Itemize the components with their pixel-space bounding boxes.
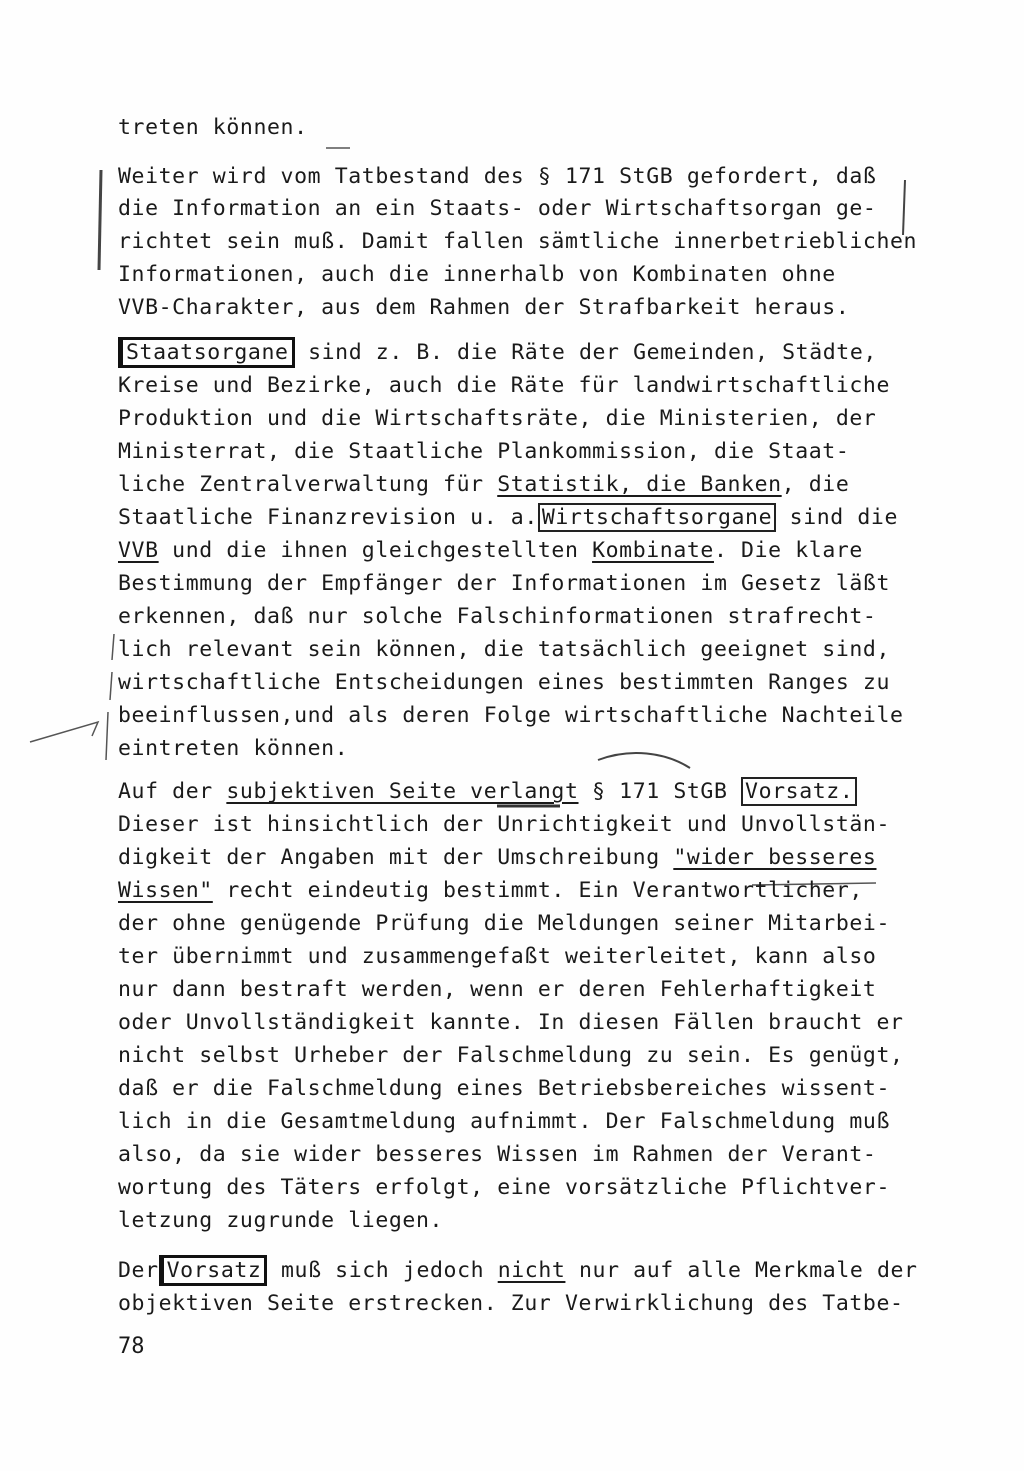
underlined-term: Kombinate (592, 538, 714, 563)
boxed-term: Staatsorgane (118, 337, 295, 368)
text-line: beeinflussen,und als deren Folge wirtschaftliche Nachteile (118, 703, 904, 728)
boxed-term: Wirtschaftsorgane (538, 503, 776, 532)
text-line (118, 336, 877, 369)
text-span: Der (118, 1258, 159, 1283)
underlined-term: "wider besseres (673, 845, 877, 870)
text-span: § 171 StGB (578, 779, 742, 804)
text-line: lich in die Gesamtmeldung aufnimmt. Der Falschmeldung muß (118, 1109, 891, 1134)
underlined-term: Statistik, die Banken (497, 472, 782, 497)
underlined-term: nicht (497, 1258, 566, 1283)
page-number: 78 (118, 1334, 145, 1359)
text-span: sind die (776, 505, 899, 530)
text-line (118, 534, 863, 567)
text-line: Weiter wird vom Tatbestand des § 171 StGB gefordert, daß (118, 164, 877, 189)
text-line: Produktion und die Wirtschaftsräte, die Ministerien, der (118, 406, 877, 431)
text-line: oder Unvollständigkeit kannte. In diesen Fällen braucht er (118, 1010, 904, 1035)
underlined-term: Wissen" (118, 878, 213, 903)
text-line: Dieser ist hinsichtlich der Unrichtigkeit und Unvollstän- (118, 812, 891, 837)
text-line: richtet sein muß. Damit fallen sämtliche innerbetrieblichen (118, 229, 918, 254)
underlined-term: subjektiven Seite verlangt (226, 779, 579, 804)
text-span: recht eindeutig bestimmt. Ein Verantwortlicher, (212, 878, 863, 903)
text-line: erkennen, daß nur solche Falschinformationen strafrecht- (118, 604, 877, 629)
text-line: letzung zugrunde liegen. (118, 1208, 444, 1233)
text-line: Informationen, auch die innerhalb von Kombinaten ohne (118, 262, 836, 287)
text-line (118, 1254, 918, 1287)
boxed-term: Vorsatz (159, 1255, 268, 1286)
text-line: Bestimmung der Empfänger der Informationen im Gesetz läßt (118, 571, 891, 596)
text-span: nur auf alle Merkmale der (565, 1258, 918, 1283)
underlined-term: VVB (118, 538, 159, 563)
text-line (118, 874, 863, 907)
text-span: Staatliche Finanzrevision u. a. (118, 505, 538, 530)
text-line: objektiven Seite erstrecken. Zur Verwirklichung des Tatbe- (118, 1291, 904, 1316)
text-span: digkeit der Angaben mit der Umschreibung (118, 845, 674, 870)
text-line: eintreten können. (118, 736, 349, 761)
text-span: , die (781, 472, 850, 497)
text-line: VVB-Charakter, aus dem Rahmen der Strafbarkeit heraus. (118, 295, 850, 320)
text-line (118, 775, 857, 808)
text-line: der ohne genügende Prüfung die Meldungen seiner Mitarbei- (118, 911, 891, 936)
text-line (118, 501, 898, 534)
text-line: wirtschaftliche Entscheidungen eines bestimmten Ranges zu (118, 670, 891, 695)
text-span: und die ihnen gleichgestellten (158, 538, 593, 563)
text-span: sind z. B. die Räte der Gemeinden, Städte, (294, 340, 877, 365)
text-line: treten können. (118, 115, 308, 140)
text-line: nur dann bestraft werden, wenn er deren Fehlerhaftigkeit (118, 977, 877, 1002)
text-line: wortung des Täters erfolgt, eine vorsätzliche Pflichtver- (118, 1175, 891, 1200)
text-line: also, da sie wider besseres Wissen im Rahmen der Verant- (118, 1142, 877, 1167)
text-line: Ministerrat, die Staatliche Plankommission, die Staat- (118, 439, 850, 464)
text-span: . Die klare (713, 538, 863, 563)
text-line: die Information an ein Staats- oder Wirtschaftsorgan ge- (118, 196, 877, 221)
text-line (118, 841, 876, 874)
text-line: lich relevant sein können, die tatsächlich geeignet sind, (118, 637, 891, 662)
text-line: Kreise und Bezirke, auch die Räte für landwirtschaftliche (118, 373, 891, 398)
text-line: ter übernimmt und zusammengefaßt weiterleitet, kann also (118, 944, 877, 969)
text-span: liche Zentralverwaltung für (118, 472, 498, 497)
text-span: muß sich jedoch (267, 1258, 498, 1283)
text-line: nicht selbst Urheber der Falschmeldung zu sein. Es genügt, (118, 1043, 904, 1068)
boxed-term: Vorsatz. (741, 777, 857, 806)
text-span: Auf der (118, 779, 227, 804)
text-line: daß er die Falschmeldung eines Betriebsbereiches wissent- (118, 1076, 891, 1101)
text-line (118, 468, 849, 501)
